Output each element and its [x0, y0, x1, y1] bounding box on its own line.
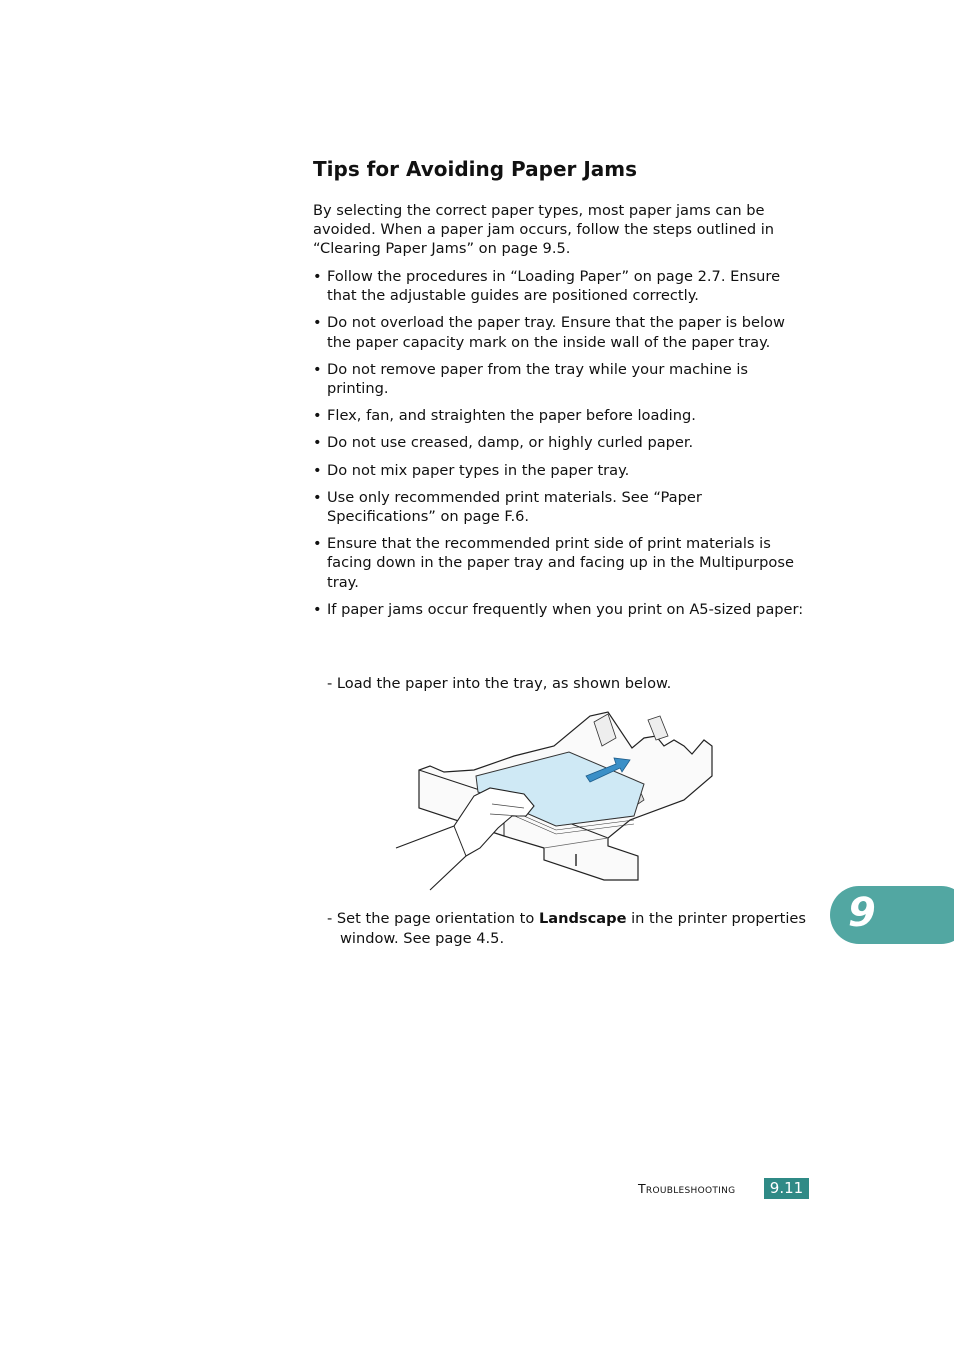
list-item-text: Do not use creased, damp, or highly curled paper.	[327, 434, 694, 452]
page-title: Tips for Avoiding Paper Jams	[313, 157, 638, 181]
list-item	[313, 600, 805, 619]
intro-paragraph: By selecting the correct paper types, most paper jams can be avoided. When a paper jam occurs, follow the steps outlined in “Clearing Paper Jams” on page 9.5.	[313, 202, 775, 258]
bullet-icon: •	[313, 535, 322, 553]
list-item	[313, 433, 805, 452]
list-item-text: If paper jams occur frequently when you print on A5-sized paper:	[327, 600, 804, 618]
bullet-icon: •	[313, 268, 322, 285]
footer-section-label: Troubleshooting	[638, 1181, 736, 1196]
chapter-number: 9	[848, 890, 876, 936]
bullet-icon: •	[313, 488, 322, 506]
orientation-text-after: in the printer properties window. See page 4.5.	[340, 910, 807, 947]
list-item	[313, 360, 805, 398]
bullet-icon: •	[313, 461, 322, 479]
footer-page-number: 9.11	[764, 1178, 809, 1199]
list-item-text: Flex, fan, and straighten the paper before loading.	[327, 407, 696, 425]
list-item	[313, 461, 805, 480]
list-item-text: Do not remove paper from the tray while your machine is printing.	[327, 360, 748, 398]
list-item	[313, 313, 805, 351]
list-item-text: Follow the procedures in “Loading Paper” on page 2.7. Ensure that the adjustable guides are positioned correctly.	[327, 268, 781, 305]
bullet-icon: •	[313, 360, 322, 378]
list-item	[313, 406, 805, 425]
landscape-keyword: Landscape	[538, 910, 627, 927]
list-item	[313, 488, 805, 526]
list-item-text: Ensure that the recommended print side of print materials is facing down in the paper tray and facing up in the Multipurpose tray.	[327, 535, 794, 591]
orientation-text-before: - Set the page orientation to	[327, 910, 539, 927]
bullet-icon: •	[313, 314, 322, 332]
list-item	[313, 534, 805, 592]
bullet-icon: •	[313, 434, 322, 452]
list-item-text: Do not mix paper types in the paper tray.	[327, 461, 630, 479]
paper-tray-loading-illustration	[394, 708, 724, 893]
list-item-text: Use only recommended print materials. See “Paper Specifications” on page F.6.	[327, 488, 702, 526]
sub-step-load-paper: - Load the paper into the tray, as shown below.	[327, 675, 672, 692]
bullet-icon: •	[313, 600, 322, 618]
tips-list	[313, 267, 805, 627]
list-item	[313, 267, 805, 305]
bullet-icon: •	[313, 407, 322, 425]
list-item-text: Do not overload the paper tray. Ensure that the paper is below the paper capacity mark on the inside wall of the paper tray.	[327, 314, 785, 351]
sub-step-set-orientation	[327, 909, 810, 949]
